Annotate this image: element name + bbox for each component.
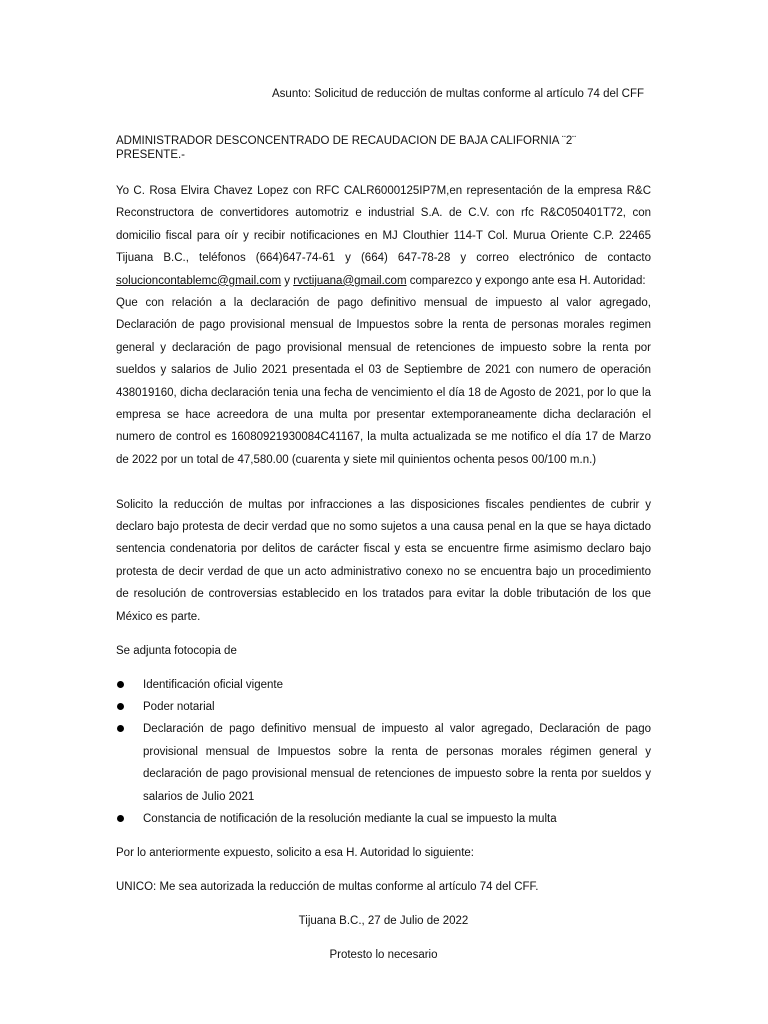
email-link-1[interactable]: solucioncontablemc@gmail.com [116,274,282,287]
paragraph-fine-details: Que con relación a la declaración de pago definitivo mensual de impuesto al valor agregado, Declaración de pago provisional mensual de Impuestos sobre la renta de personas morales regimen general y declaración de pago provisional mensual de retenciones de impuesto sobre la renta por sueldos y salarios de Julio 2021 presentada el 03 de Septiembre de 2021 con numero de operación 438019160, dicha declaración tenia una fecha de vencimiento el día 18 de Agosto de 2021, por lo que la empresa se hace acreedora de una multa por presentar extemporaneamente dicha declaración el numero de control es 16080921930084C41167, la multa actualizada se me notifico el día 17 de Marzo de 2022 por un total de 47,580.00 (cuarenta y siete mil quinientos ochenta pesos 00/100 m.n.) [116,297,651,466]
intro-closing-text: comparezco y expongo ante esa H. Autoridad: [409,274,646,287]
bullet-icon [117,725,124,732]
intro-text: Yo C. Rosa Elvira Chavez Lopez con RFC CALR6000125IP7M,en representación de la empresa R&C Reconstructora de convertidores automotriz e industrial S.A. de C.V. con rfc R&C050401T72, con domicilio fiscal para oír y recibir notificaciones en MJ Clouthier 114-T Col. Murua Oriente C.P. 22465 Tijuana B.C., teléfonos (664)647-74-61 y (664) 647-78-28 y correo electrónico de contacto [116,185,651,265]
annex-item-declaracion [116,718,651,808]
request-unico: UNICO: Me sea autorizada la reducción de multas conforme al artículo 74 del CFF. [116,880,539,893]
annex-item-text: Identificación oficial vigente [143,678,283,691]
annex-item-id [116,674,651,696]
paragraph-spacer [116,471,651,493]
addressee-title: ADMINISTRADOR DESCONCENTRADO DE RECAUDACION DE BAJA CALIFORNIA ¨2¨ [116,135,577,147]
intro-paragraph [116,180,651,292]
subject-line: Asunto: Solicitud de reducción de multas conforme al artículo 74 del CFF [272,88,645,100]
annex-item-poder [116,696,651,718]
place-date: Tijuana B.C., 27 de Julio de 2022 [298,914,469,927]
paragraph-request-reduction: Solicito la reducción de multas por infracciones a las disposiciones fiscales pendientes de cubrir y declaro bajo protesta de decir verdad que no somo sujetos a una causa penal en la que se haya dictado sentencia condenatoria por delitos de carácter fiscal y esta se encuentre firme asimismo declaro bajo protesta de decir verdad de que un acto administrativo conexo no se encuentra bajo un procedimiento de resolución de controversias establecido en los tratados para evitar la doble tributación de los que México es parte. [116,498,651,623]
request-intro: Por lo anteriormente expuesto, solicito a esa H. Autoridad lo siguiente: [116,846,474,859]
annex-item-text: Constancia de notificación de la resolución mediante la cual se impuesto la multa [143,812,557,825]
annex-item-text: Declaración de pago definitivo mensual de impuesto al valor agregado, Declaración de pago provisional mensual de Impuestos sobre la renta de personas morales régimen general y declaración de pago provisional mensual de retenciones de impuesto sobre la renta por sueldos y salarios de Julio 2021 [143,723,651,803]
closing-phrase: Protesto lo necesario [329,948,438,961]
addressee-presente: PRESENTE.- [116,149,186,161]
annex-intro: Se adjunta fotocopia de [116,644,237,657]
email-link-2[interactable]: rvctijuana@gmail.com [293,274,407,287]
email-conjunction: y [284,274,291,287]
annex-list [116,674,651,831]
letter-body [116,180,651,977]
annex-item-text: Poder notarial [143,700,215,713]
addressee-block [116,134,576,162]
bullet-icon [117,681,124,688]
bullet-icon [117,815,124,822]
bullet-icon [117,703,124,710]
annex-item-constancia [116,808,651,830]
